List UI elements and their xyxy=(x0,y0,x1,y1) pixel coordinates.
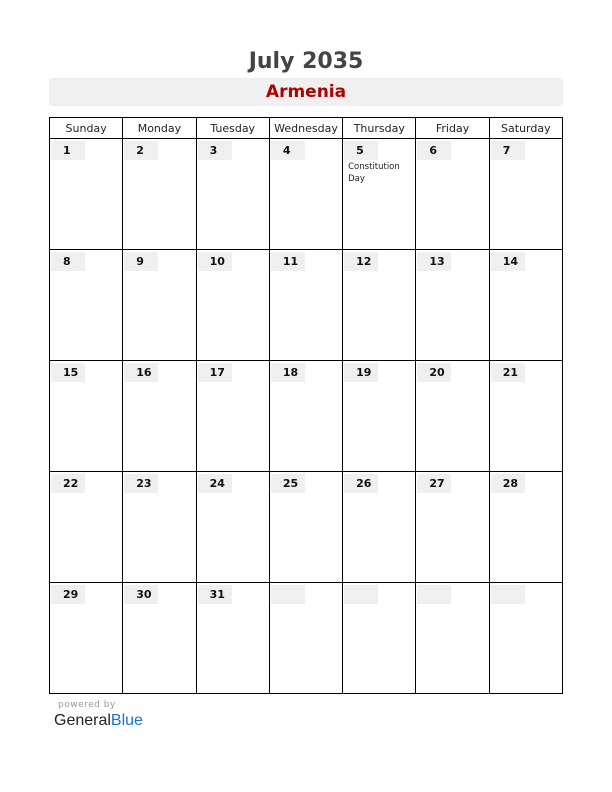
day-number: 27 xyxy=(417,474,451,493)
day-cell[interactable] xyxy=(489,472,562,583)
day-number: 1 xyxy=(51,141,85,160)
day-cell[interactable] xyxy=(416,139,489,250)
day-number: 7 xyxy=(491,141,525,160)
day-cell[interactable] xyxy=(269,472,342,583)
day-cell[interactable] xyxy=(489,361,562,472)
day-number: 5 xyxy=(344,141,378,160)
day-number: 10 xyxy=(198,252,232,271)
day-number: 9 xyxy=(124,252,158,271)
week-row xyxy=(50,472,563,583)
day-number: 6 xyxy=(417,141,451,160)
week-row xyxy=(50,361,563,472)
day-number: 16 xyxy=(124,363,158,382)
day-number: 4 xyxy=(271,141,305,160)
day-cell[interactable] xyxy=(489,583,562,694)
day-cell[interactable] xyxy=(196,250,269,361)
day-cell[interactable] xyxy=(343,250,416,361)
country-banner: Armenia xyxy=(49,78,563,106)
weekday-saturday: Saturday xyxy=(489,118,562,139)
day-number: 8 xyxy=(51,252,85,271)
powered-by-label: powered by xyxy=(58,700,116,710)
day-number xyxy=(491,585,525,604)
day-number: 3 xyxy=(198,141,232,160)
day-number: 22 xyxy=(51,474,85,493)
day-number: 13 xyxy=(417,252,451,271)
day-cell[interactable] xyxy=(50,139,123,250)
weekday-friday: Friday xyxy=(416,118,489,139)
day-cell[interactable] xyxy=(343,361,416,472)
weekday-monday: Monday xyxy=(123,118,196,139)
day-number: 30 xyxy=(124,585,158,604)
day-cell[interactable] xyxy=(343,472,416,583)
day-number: 31 xyxy=(198,585,232,604)
day-cell[interactable] xyxy=(123,583,196,694)
weekday-sunday: Sunday xyxy=(50,118,123,139)
day-cell[interactable] xyxy=(416,472,489,583)
day-cell[interactable] xyxy=(50,583,123,694)
week-row xyxy=(50,250,563,361)
weekday-wednesday: Wednesday xyxy=(269,118,342,139)
day-cell[interactable] xyxy=(416,250,489,361)
brand-general: General xyxy=(54,712,111,729)
day-cell[interactable] xyxy=(343,139,416,250)
weekday-header-row xyxy=(50,118,563,139)
day-number: 24 xyxy=(198,474,232,493)
day-cell[interactable] xyxy=(489,250,562,361)
day-cell[interactable] xyxy=(269,139,342,250)
day-cell[interactable] xyxy=(343,583,416,694)
day-cell[interactable] xyxy=(196,472,269,583)
day-cell[interactable] xyxy=(489,139,562,250)
day-cell[interactable] xyxy=(196,139,269,250)
day-number: 15 xyxy=(51,363,85,382)
calendar-grid xyxy=(49,117,563,694)
day-number: 23 xyxy=(124,474,158,493)
brand-blue: Blue xyxy=(110,712,143,729)
week-row xyxy=(50,583,563,694)
day-cell[interactable] xyxy=(123,472,196,583)
calendar-body xyxy=(50,139,563,694)
day-cell[interactable] xyxy=(196,361,269,472)
day-cell[interactable] xyxy=(269,583,342,694)
page-title: July 2035 xyxy=(248,49,364,74)
holiday-label: Constitution Day xyxy=(348,162,400,184)
day-cell[interactable] xyxy=(123,139,196,250)
day-number xyxy=(271,585,305,604)
day-number: 21 xyxy=(491,363,525,382)
day-number: 12 xyxy=(344,252,378,271)
day-number: 25 xyxy=(271,474,305,493)
day-number: 19 xyxy=(344,363,378,382)
day-number: 28 xyxy=(491,474,525,493)
day-cell[interactable] xyxy=(269,250,342,361)
day-cell[interactable] xyxy=(416,361,489,472)
day-cell[interactable] xyxy=(123,361,196,472)
brand-logo[interactable] xyxy=(54,712,143,730)
day-number xyxy=(344,585,378,604)
weekday-thursday: Thursday xyxy=(343,118,416,139)
day-number: 29 xyxy=(51,585,85,604)
day-number: 2 xyxy=(124,141,158,160)
day-cell[interactable] xyxy=(50,361,123,472)
day-number: 26 xyxy=(344,474,378,493)
week-row xyxy=(50,139,563,250)
weekday-tuesday: Tuesday xyxy=(196,118,269,139)
day-cell[interactable] xyxy=(123,250,196,361)
day-cell[interactable] xyxy=(50,250,123,361)
day-cell[interactable] xyxy=(416,583,489,694)
day-number: 20 xyxy=(417,363,451,382)
day-cell[interactable] xyxy=(196,583,269,694)
day-number xyxy=(417,585,451,604)
day-number: 14 xyxy=(491,252,525,271)
day-cell[interactable] xyxy=(50,472,123,583)
day-number: 17 xyxy=(198,363,232,382)
day-cell[interactable] xyxy=(269,361,342,472)
day-number: 11 xyxy=(271,252,305,271)
day-number: 18 xyxy=(271,363,305,382)
